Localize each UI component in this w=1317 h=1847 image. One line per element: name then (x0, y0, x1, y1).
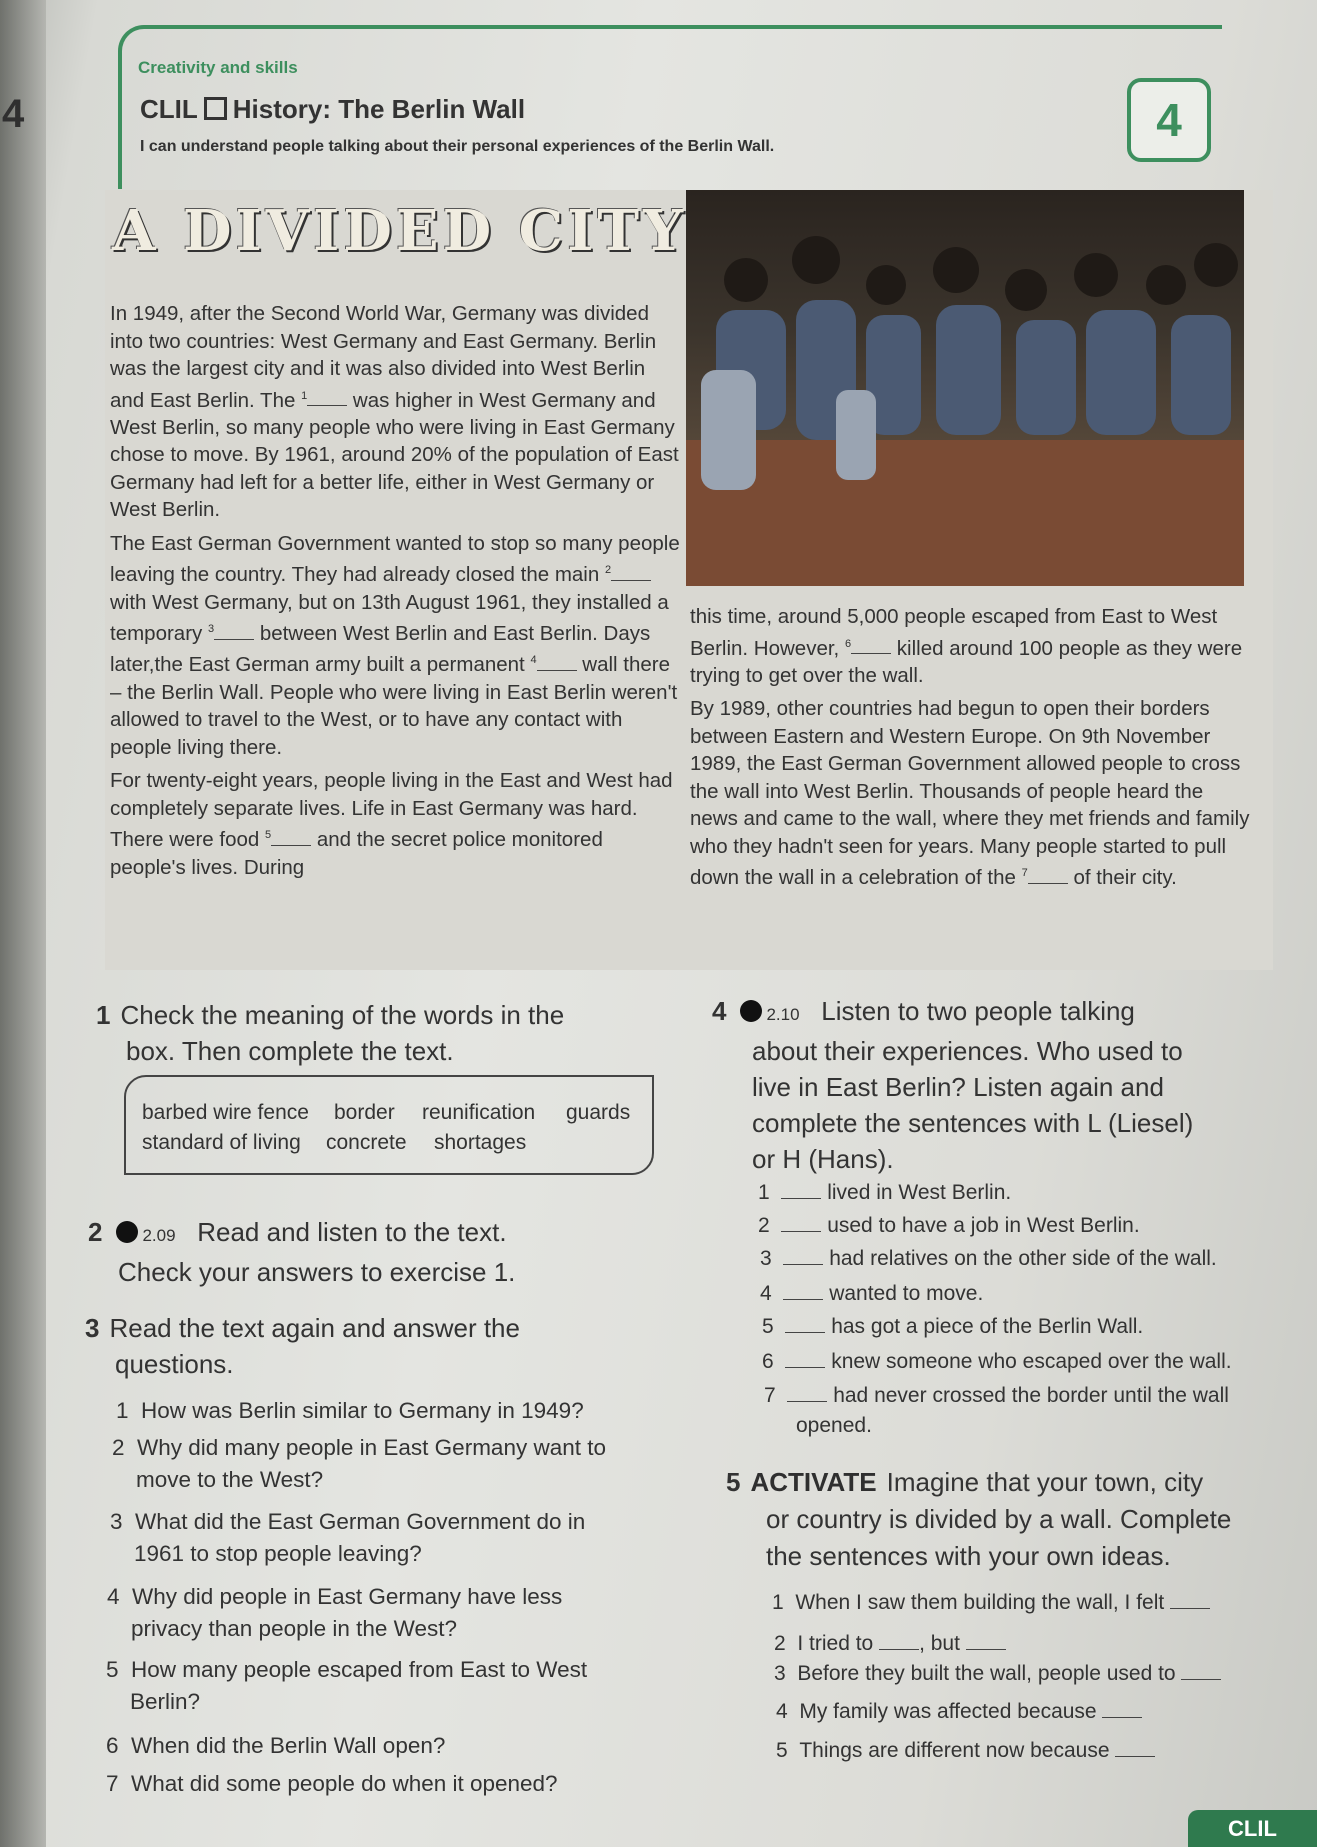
word-item: shortages (434, 1131, 527, 1154)
sentence-item: 2 I tried to , but (774, 1629, 1006, 1659)
unit-badge: 4 (1127, 78, 1211, 162)
answer-blank[interactable] (783, 1285, 823, 1300)
word-item: concrete (326, 1131, 407, 1154)
sentence-item: 2 used to have a job in West Berlin. (758, 1214, 1140, 1237)
question-item: 4 Why did people in East Germany have less privacy than people in the West? (107, 1584, 563, 1641)
exercise-4-instructions: 4 2.10 Listen to two people talking about their experiences. Who used to live in East Berlin? Listen again and complete the sentences with L (Liesel) or H (Hans). (712, 996, 1194, 1174)
sentence-item: 7 had never crossed the border until the wall opened. (764, 1384, 1229, 1437)
gap-blank (851, 639, 891, 654)
answer-blank[interactable] (781, 1217, 821, 1232)
word-item: reunification (422, 1101, 536, 1124)
answer-blank[interactable] (1115, 1742, 1155, 1757)
answer-blank[interactable] (966, 1635, 1006, 1650)
sentence-item: 4 wanted to move. (760, 1282, 984, 1305)
exercise-2-instructions: 2 2.09 Read and listen to the text. Check your answers to exercise 1. (88, 1217, 516, 1287)
exercise-3-instructions: 3 Read the text again and answer the questions. (85, 1313, 520, 1379)
word-item: standard of living (142, 1131, 301, 1154)
question-item: 1 How was Berlin similar to Germany in 1949? (116, 1398, 584, 1423)
track-number: 2.09 (142, 1226, 176, 1245)
answer-blank[interactable] (787, 1387, 827, 1402)
sentence-item: 5 has got a piece of the Berlin Wall. (762, 1315, 1144, 1338)
question-item: 3 What did the East German Government do in 1961 to stop people leaving? (110, 1509, 586, 1566)
exercise-1-instructions: 1 Check the meaning of the words in the box. Then complete the text. (96, 1000, 565, 1066)
gap-blank (307, 391, 347, 406)
answer-blank[interactable] (785, 1318, 825, 1333)
section-tab: CLIL (1188, 1810, 1317, 1847)
exercise-number: 3 (85, 1313, 100, 1343)
answer-blank[interactable] (1181, 1665, 1221, 1680)
sentence-item: 6 knew someone who escaped over the wall. (762, 1350, 1232, 1373)
page-title (140, 94, 525, 125)
gap-blank (1028, 869, 1068, 884)
audio-icon[interactable] (740, 1000, 762, 1022)
section-label: Creativity and skills (138, 58, 298, 77)
checkbox-icon (204, 97, 227, 120)
paragraph: In 1949, after the Second World War, Germany was divided into two countries: West Germany and East Germany. Berlin was the largest city and it was also divided into West Berlin and East Berlin. The $^1$ was higher in West Germany and West Berlin, so many people who were living in East Germany chose to move. By 1961, around 20% of the population of East Germany had left for a better life, either in West Germany or West Berlin. (110, 302, 679, 522)
paragraph: The East German Government wanted to stop so many people leaving the country. They had already closed the main $^2$ with West Germany, but on 13th August 1961, they installed a temporary $^3$ between West Berlin and East Berlin. Days later,the East German army built a permanent $^4$ wall there – the Berlin Wall. People who were living in East Berlin weren't allowed to travel to the West, or to have any contact with people living there. (110, 531, 680, 759)
word-box (124, 1075, 654, 1175)
answer-blank[interactable] (879, 1635, 919, 1650)
paragraph: For twenty-eight years, people living in the East and West had completely separate lives. Life in East Germany was hard. There were food $^5$ and the secret police monitored people's lives. During (110, 769, 673, 879)
exercise-number: 1 (96, 1000, 111, 1030)
sentence-item: 1 When I saw them building the wall, I felt (772, 1588, 1210, 1618)
title-text: History: The Berlin Wall (232, 94, 526, 124)
gap-blank (611, 566, 651, 581)
question-item: 7 What did some people do when it opened? (106, 1771, 558, 1796)
answer-blank[interactable] (781, 1184, 821, 1199)
answer-blank[interactable] (1170, 1594, 1210, 1609)
left-page-number: 4 (2, 92, 25, 136)
track-number: 2.10 (766, 1005, 800, 1024)
sentence-item: 1 lived in West Berlin. (758, 1181, 1012, 1204)
exercise-number: 2 (88, 1217, 103, 1247)
paragraph: this time, around 5,000 people escaped from East to West Berlin. However, $^6$ killed around 100 people as they were trying to get over the wall. (690, 605, 1243, 687)
article-column-2 (690, 603, 1250, 898)
activate-label: ACTIVATE (750, 1467, 877, 1497)
paragraph: By 1989, other countries had begun to open their borders between Eastern and Western Europe. On 9th November 1989, the East German Government allowed people to cross the wall into West Berlin. Thousands of people heard the news and came to the wall, where they met friends and family who they hadn't seen for years. Many people started to pull down the wall in a celebration of the $^7$ of their city. (690, 697, 1250, 890)
word-item: border (334, 1101, 395, 1124)
answer-blank[interactable] (1102, 1703, 1142, 1718)
berlin-wall-photo (686, 190, 1244, 586)
gap-blank (537, 656, 577, 671)
question-item: 6 When did the Berlin Wall open? (106, 1733, 446, 1758)
article-column-1 (110, 300, 680, 887)
audio-icon[interactable] (116, 1221, 138, 1243)
learning-objective: I can understand people talking about their personal experiences of the Berlin Wall. (140, 138, 775, 155)
article-headline: A DIVIDED CITY (112, 198, 688, 264)
answer-blank[interactable] (785, 1353, 825, 1368)
word-item: guards (566, 1101, 631, 1124)
exercise-number: 4 (712, 996, 727, 1026)
sentence-item: 3 had relatives on the other side of the wall. (760, 1247, 1217, 1270)
exercise-number: 5 (726, 1467, 741, 1497)
answer-blank[interactable] (783, 1250, 823, 1265)
crowd-on-wall-image (686, 190, 1244, 586)
sentence-item: 4 My family was affected because (776, 1697, 1142, 1727)
question-item: 5 How many people escaped from East to West Berlin? (106, 1657, 588, 1714)
word-item: barbed wire fence (142, 1101, 309, 1124)
exercise-5-instructions: 5 ACTIVATE Imagine that your town, city or country is divided by a wall. Complete the sentences with your own ideas. (726, 1467, 1232, 1571)
sentence-item: 3 Before they built the wall, people used to (774, 1659, 1221, 1689)
sentence-item: 5 Things are different now because (776, 1736, 1155, 1766)
gap-blank (214, 625, 254, 640)
gap-blank (271, 831, 311, 846)
left-page-edge (0, 0, 46, 1847)
clil-label: CLIL (140, 94, 198, 124)
question-item: 2 Why did many people in East Germany want to move to the West? (112, 1435, 607, 1492)
